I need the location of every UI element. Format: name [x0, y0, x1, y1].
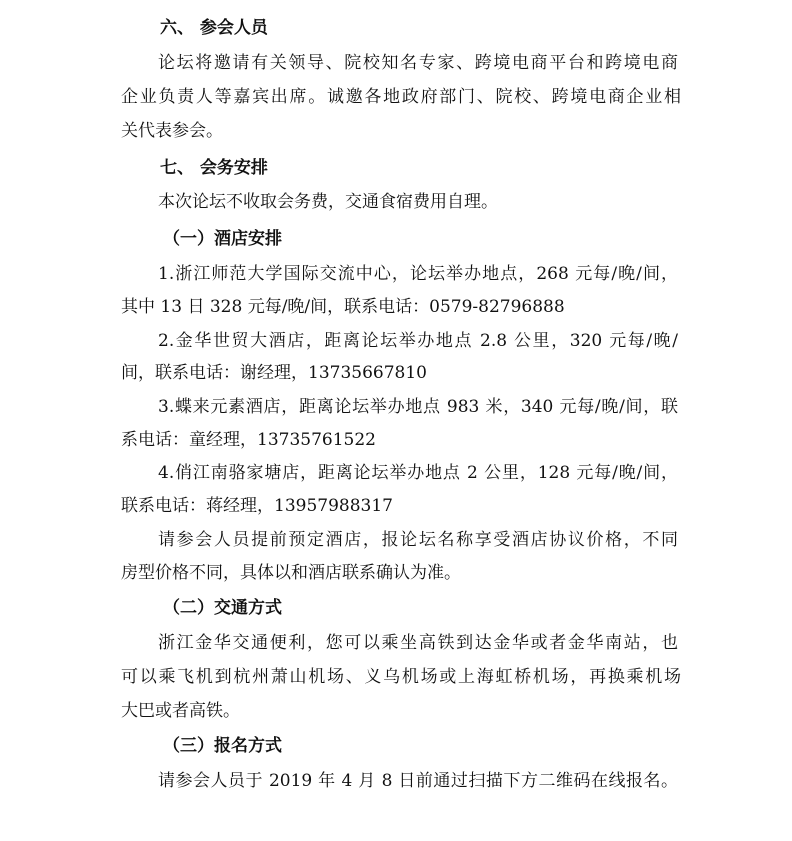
registration-subheading: （三）报名方式	[163, 736, 282, 756]
hotel-item-3-line-1: 3.蝶来元素酒店，距离论坛举办地点 983 米，340 元每/晚/间，联	[158, 397, 678, 417]
hotel-item-2-line-1: 2.金华世贸大酒店，距离论坛举办地点 2.8 公里，320 元每/晚/	[158, 331, 678, 351]
hotel-item-1-line-2: 其中 13 日 328 元每/晚/间，联系电话：0579-82796888	[121, 297, 565, 317]
traffic-line-2: 可以乘飞机到杭州萧山机场、义乌机场或上海虹桥机场，再换乘机场	[121, 667, 681, 687]
hotel-subheading: （一）酒店安排	[163, 229, 282, 249]
registration-line: 请参会人员于 2019 年 4 月 8 日前通过扫描下方二维码在线报名。	[158, 771, 678, 791]
section-seven-heading: 七、 会务安排	[160, 158, 268, 178]
hotel-note-line-1: 请参会人员提前预定酒店，报论坛名称享受酒店协议价格，不同	[158, 530, 678, 550]
hotel-item-4-line-2: 联系电话：蒋经理，13957988317	[121, 496, 393, 516]
hotel-item-3-line-2: 系电话：童经理，13735761522	[121, 430, 376, 450]
section-six-line-1: 论坛将邀请有关领导、院校知名专家、跨境电商平台和跨境电商	[158, 53, 678, 73]
hotel-note-line-2: 房型价格不同，具体以和酒店联系确认为准。	[121, 563, 461, 583]
section-six-heading: 六、 参会人员	[160, 18, 268, 38]
section-seven-intro: 本次论坛不收取会务费，交通食宿费用自理。	[158, 192, 498, 212]
traffic-line-1: 浙江金华交通便利，您可以乘坐高铁到达金华或者金华南站，也	[158, 633, 678, 653]
hotel-item-1-line-1: 1.浙江师范大学国际交流中心，论坛举办地点，268 元每/晚/间，	[158, 264, 678, 284]
traffic-subheading: （二）交通方式	[163, 598, 282, 618]
section-six-line-2: 企业负责人等嘉宾出席。诚邀各地政府部门、院校、跨境电商企业相	[121, 87, 681, 107]
section-six-line-3: 关代表参会。	[121, 121, 223, 141]
hotel-item-4-line-1: 4.俏江南骆家塘店，距离论坛举办地点 2 公里，128 元每/晚/间，	[158, 463, 678, 483]
hotel-item-2-line-2: 间，联系电话：谢经理，13735667810	[121, 363, 427, 383]
traffic-line-3: 大巴或者高铁。	[121, 701, 240, 721]
